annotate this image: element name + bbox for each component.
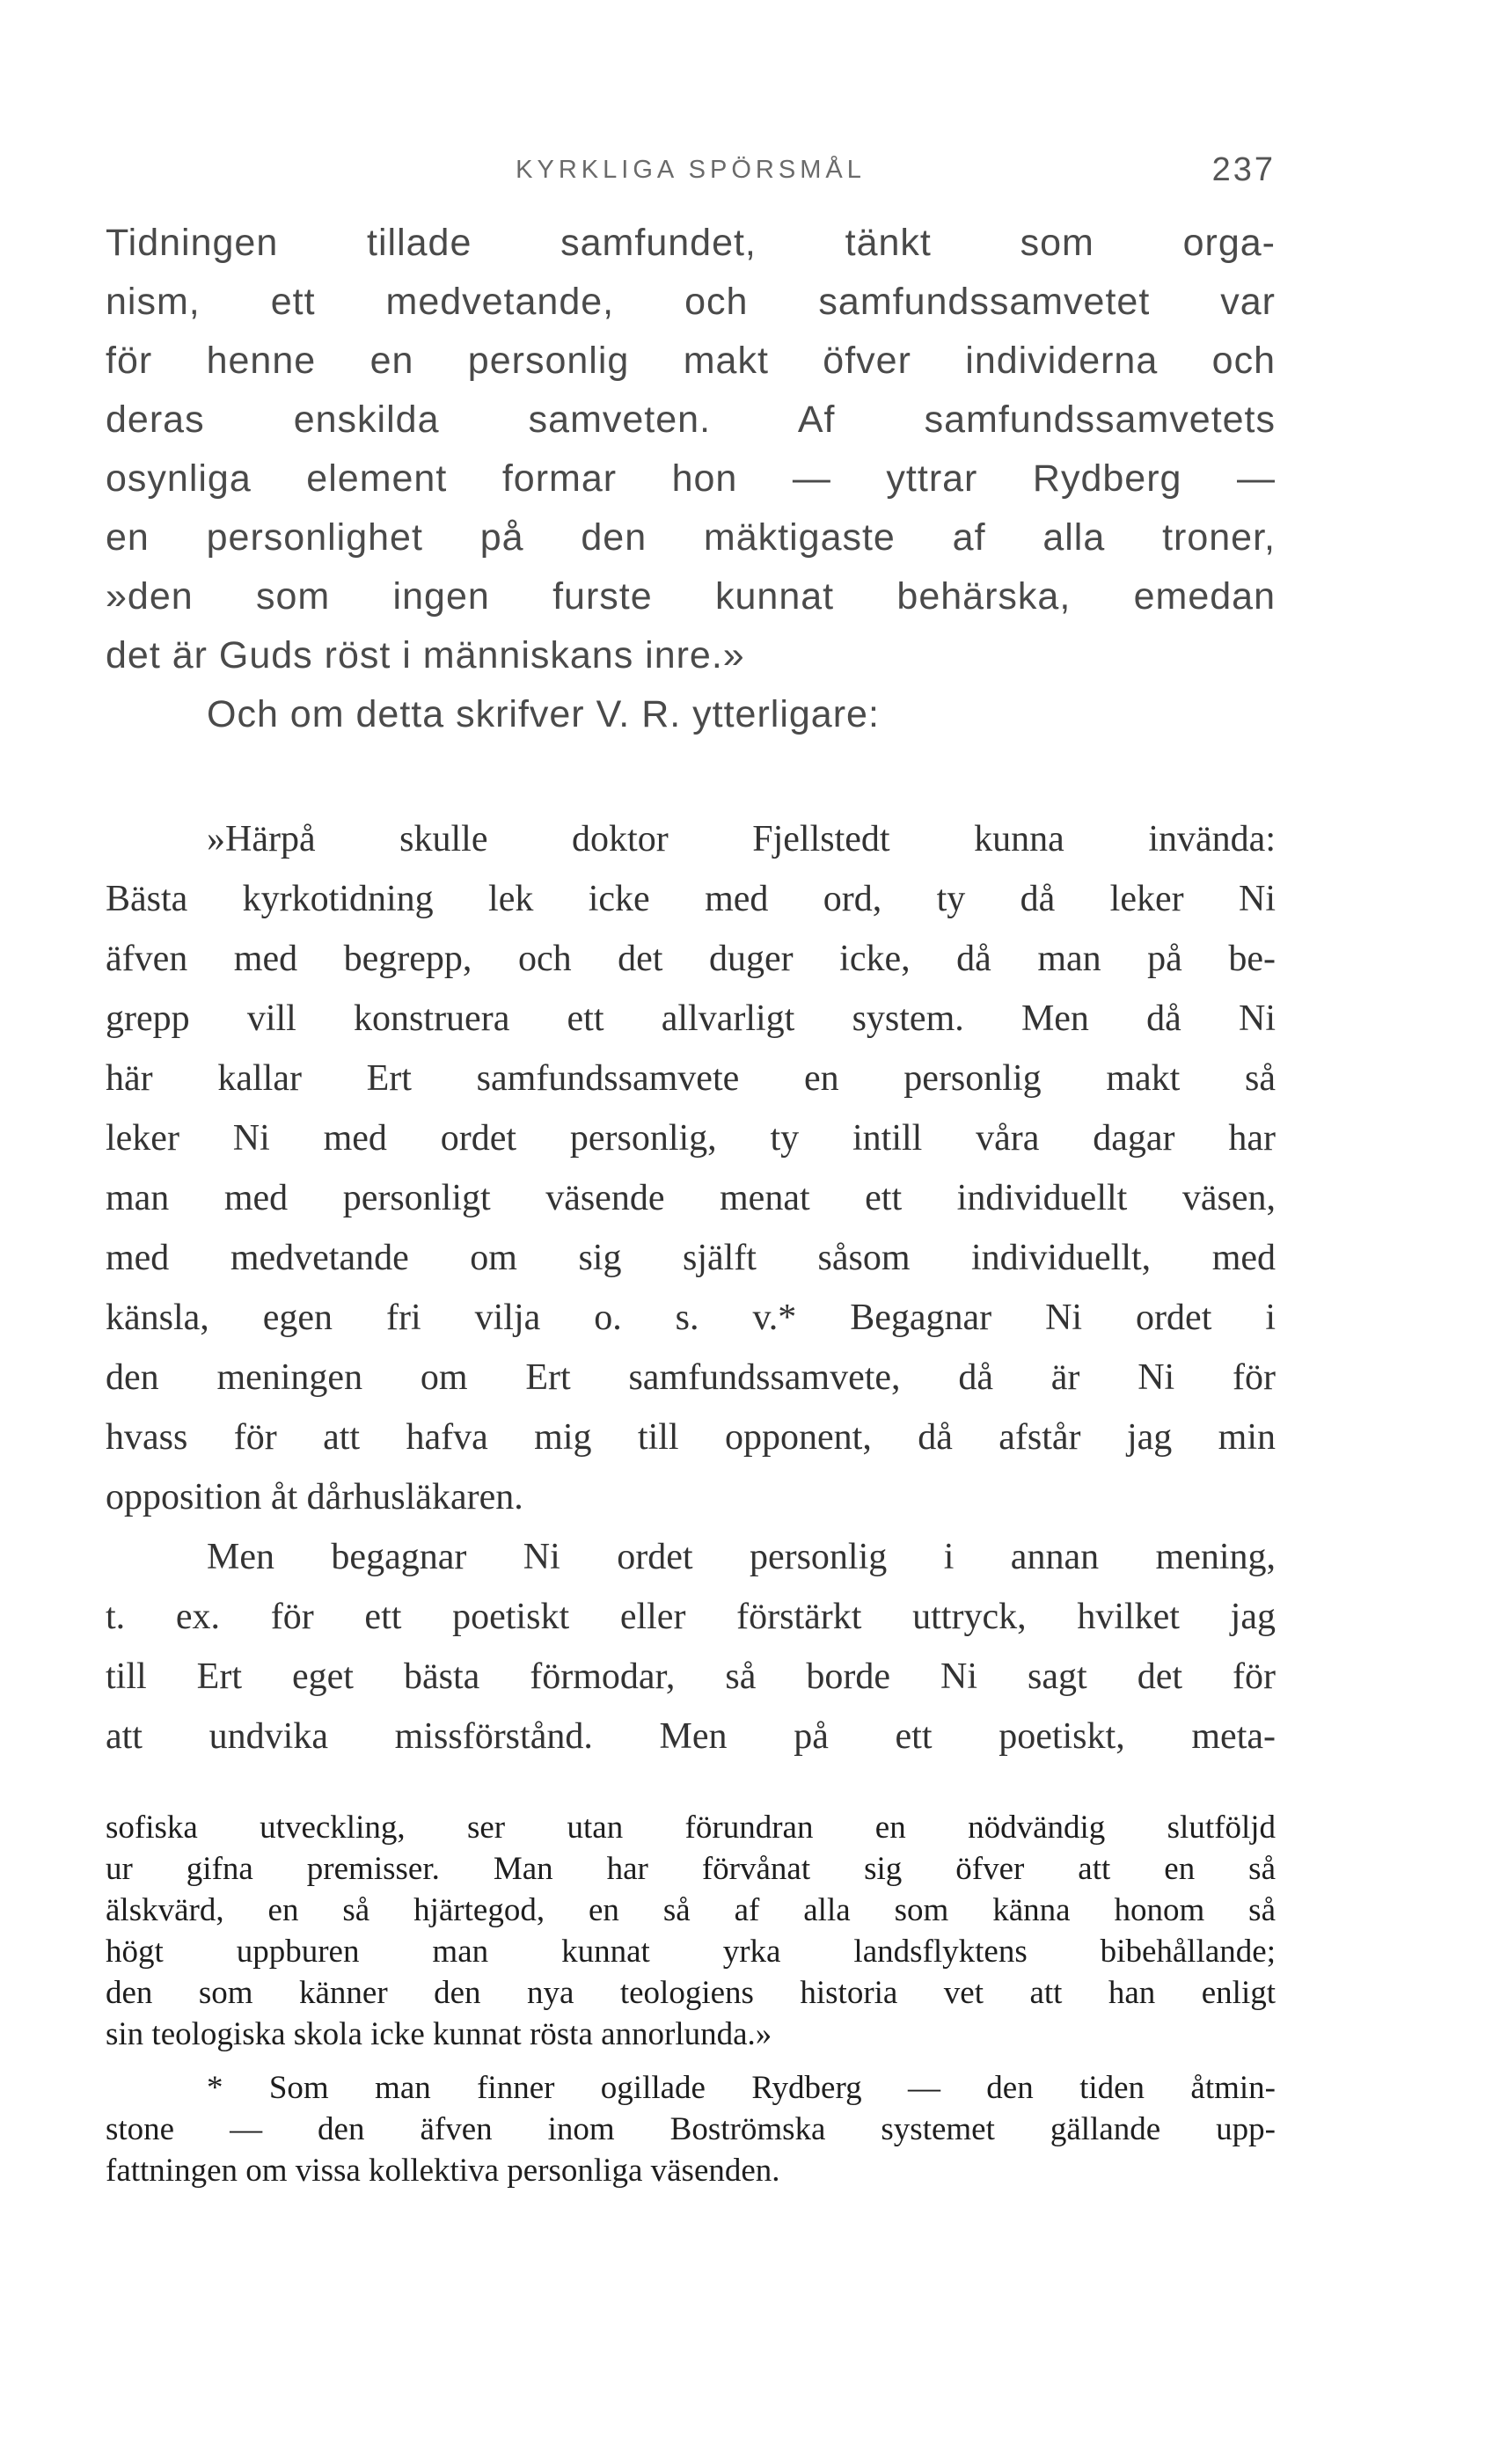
text-line: högt uppburen man kunnat yrka landsflyktens bibehållande;: [106, 1934, 1276, 1970]
text-line: den meningen om Ert samfundssamvete, då är Ni för: [106, 1357, 1276, 1398]
footnote-line: * Som man finner ogillade Rydberg — den tiden åtmin-: [207, 2070, 1276, 2106]
footnote-line: stone — den äfven inom Boströmska systemet gällande upp-: [106, 2111, 1276, 2147]
page-number: 237: [1211, 151, 1276, 188]
text-line: till Ert eget bästa förmodar, så borde Ni sagt det för: [106, 1656, 1276, 1697]
text-line: den som känner den nya teologiens historia vet att han enligt: [106, 1975, 1276, 2011]
text-line: det är Guds röst i människans inre.»: [106, 634, 745, 676]
text-line: Bästa kyrkotidning lek icke med ord, ty då leker Ni: [106, 879, 1276, 919]
text-line: att undvika missförstånd. Men på ett poetiskt, meta-: [106, 1716, 1276, 1757]
text-line: känsla, egen fri vilja o. s. v.* Begagnar Ni ordet i: [106, 1298, 1276, 1338]
text-line: hvass för att hafva mig till opponent, då afstår jag min: [106, 1417, 1276, 1458]
text-line: nism, ett medvetande, och samfundssamvetet var: [106, 281, 1276, 323]
text-line: Tidningen tillade samfundet, tänkt som orga-: [106, 222, 1276, 264]
text-line: ur gifna premisser. Man har förvånat sig öfver att en så: [106, 1851, 1276, 1887]
text-line: sofiska utveckling, ser utan förundran en nödvändig slutföljd: [106, 1810, 1276, 1846]
page-header: [106, 145, 1276, 194]
text-line: sin teologiska skola icke kunnat rösta annorlunda.»: [106, 2016, 772, 2052]
text-line: en personlighet på den mäktigaste af alla troner,: [106, 516, 1276, 559]
text-line: opposition åt dårhusläkaren.: [106, 1477, 523, 1517]
text-line: »Härpå skulle doktor Fjellstedt kunna invända:: [207, 819, 1276, 859]
text-line: grepp vill konstruera ett allvarligt system. Men då Ni: [106, 998, 1276, 1039]
text-line: Men begagnar Ni ordet personlig i annan mening,: [207, 1537, 1276, 1577]
running-head: KYRKLIGA SPÖRSMÅL: [516, 156, 866, 184]
text-line: deras enskilda samveten. Af samfundssamvetets: [106, 398, 1276, 441]
text-line: osynliga element formar hon — yttrar Rydberg —: [106, 457, 1276, 500]
text-line: med medvetande om sig själft såsom individuellt, med: [106, 1238, 1276, 1278]
text-line: här kallar Ert samfundssamvete en personlig makt så: [106, 1058, 1276, 1099]
text-line: man med personligt väsende menat ett individuellt väsen,: [106, 1178, 1276, 1218]
text-line: Och om detta skrifver V. R. ytterligare:: [207, 693, 880, 735]
text-line: »den som ingen furste kunnat behärska, emedan: [106, 575, 1276, 618]
text-line: leker Ni med ordet personlig, ty intill våra dagar har: [106, 1118, 1276, 1159]
text-line: t. ex. för ett poetiskt eller förstärkt uttryck, hvilket jag: [106, 1597, 1276, 1637]
text-line: äfven med begrepp, och det duger icke, då man på be-: [106, 939, 1276, 979]
text-line: älskvärd, en så hjärtegod, en så af alla som känna honom så: [106, 1892, 1276, 1928]
footnote-line: fattningen om vissa kollektiva personliga väsenden.: [106, 2153, 780, 2189]
text-line: för henne en personlig makt öfver individerna och: [106, 340, 1276, 382]
